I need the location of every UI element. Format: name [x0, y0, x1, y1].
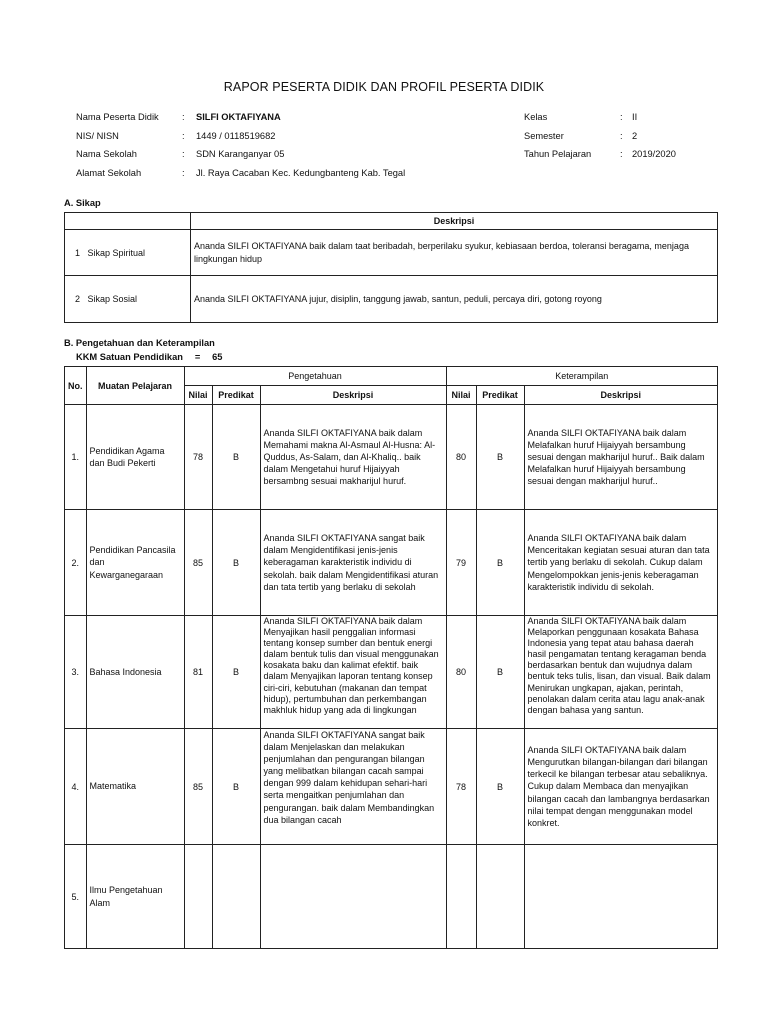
row-no: 5.	[65, 845, 87, 949]
info-label: Kelas	[524, 112, 548, 122]
row-k-deskripsi: Ananda SILFI OKTAFIYANA baik dalam Melaporkan penggunaan kosakata Bahasa Indonesia yang tepat atau bahasa daerah hasil pengamatan tentang keragaman benda berdasarkan bentuk dan wujudnya dalam bentuk teks tulis, lisan, dan visual. Baik dalam Menirukan ungkapan, ajakan, perintah, penolakan dalam cerita atau lagu anak-anak dengan bahasa yang santun.	[524, 616, 718, 729]
table-row	[65, 405, 718, 510]
row-k-nilai: 80	[446, 405, 476, 510]
year-value: 2019/2020	[632, 149, 676, 159]
header-k-nilai: Nilai	[446, 386, 476, 405]
info-row-semester	[524, 131, 676, 150]
row-p-nilai: 78	[184, 405, 212, 510]
row-p-deskripsi	[260, 845, 446, 949]
sikap-no: 2	[75, 294, 81, 304]
info-label: Semester	[524, 130, 564, 141]
row-k-deskripsi	[524, 845, 718, 949]
table-row	[65, 510, 718, 616]
row-subject: Matematika	[86, 729, 184, 845]
row-k-nilai: 78	[446, 729, 476, 845]
row-p-deskripsi: Ananda SILFI OKTAFIYANA baik dalam Menyajikan hasil penggalian informasi tentang konsep sumber dan bentuk energi dalam bentuk tulis dan visual menggunakan kosakata baku dan kalimat efektif. baik dalam Menyajikan laporan tentang konsep ciri-ciri, kebutuhan (makanan dan tempat hidup), pertumbuhan dan perkembangan makhluk hidup yang ada di lingkungan	[260, 616, 446, 729]
sikap-desc: Ananda SILFI OKTAFIYANA jujur, disiplin, tanggung jawab, santun, peduli, percaya diri, gotong royong	[191, 276, 718, 323]
row-no: 4.	[65, 729, 87, 845]
header-p-deskripsi: Deskripsi	[260, 386, 446, 405]
section-sikap-heading: A. Sikap	[64, 198, 101, 208]
row-k-nilai: 80	[446, 616, 476, 729]
row-subject: Bahasa Indonesia	[86, 616, 184, 729]
row-k-predikat: B	[476, 510, 524, 616]
row-p-deskripsi: Ananda SILFI OKTAFIYANA sangat baik dalam Menjelaskan dan melakukan penjumlahan dan pengurangan bilangan yang melibatkan bilangan cacah sampai dengan 999 dalam kehidupan sehari-hari serta mengaitkan penjumlahan dan pengurangan. baik dalam Membandingkan dua bilangan cacah	[260, 729, 446, 845]
row-subject: Pendidikan Pancasila dan Kewarganegaraan	[86, 510, 184, 616]
row-k-predikat	[476, 845, 524, 949]
sikap-row	[65, 230, 718, 276]
school-name: SDN Karanganyar 05	[196, 149, 285, 159]
row-p-predikat: B	[212, 405, 260, 510]
info-row-sekolah	[76, 149, 405, 168]
sikap-header-blank	[65, 213, 191, 230]
row-k-predikat: B	[476, 405, 524, 510]
info-colon: :	[182, 112, 185, 122]
row-p-deskripsi: Ananda SILFI OKTAFIYANA baik dalam Memahami makna Al-Asmaul Al-Husna: Al-Quddus, As-Salam, dan Al-Khaliq.. baik dalam Mengetahui huruf Hijaiyyah bersambng sesuai makharijul huruf.	[260, 405, 446, 510]
row-p-nilai: 85	[184, 729, 212, 845]
header-p-predikat: Predikat	[212, 386, 260, 405]
kkm-value: 65	[212, 352, 223, 362]
sikap-row	[65, 276, 718, 323]
info-label: NIS/ NISN	[76, 130, 119, 141]
sikap-header-deskripsi: Deskripsi	[191, 213, 718, 230]
info-label: Nama Sekolah	[76, 149, 137, 159]
row-k-nilai: 79	[446, 510, 476, 616]
row-p-predikat: B	[212, 510, 260, 616]
table-row	[65, 729, 718, 845]
row-p-nilai: 85	[184, 510, 212, 616]
info-label: Nama Peserta Didik	[76, 112, 159, 122]
sikap-name: Sikap Sosial	[87, 294, 138, 304]
info-row-alamat	[76, 168, 405, 187]
row-k-nilai	[446, 845, 476, 949]
kkm-label: KKM Satuan Pendidikan	[76, 352, 183, 362]
row-subject: Pendidikan Agama dan Budi Pekerti	[86, 405, 184, 510]
row-k-deskripsi: Ananda SILFI OKTAFIYANA baik dalam Melafalkan huruf Hijaiyyah bersambung sesuai dengan makharijul huruf.. Baik dalam Melafalkan huruf Hijaiyyah bersambung sesuai dengan makharijul huruf..	[524, 405, 718, 510]
info-label: Tahun Pelajaran	[524, 149, 592, 159]
row-no: 2.	[65, 510, 87, 616]
info-row-kelas	[524, 112, 676, 131]
row-p-nilai	[184, 845, 212, 949]
sikap-desc: Ananda SILFI OKTAFIYANA baik dalam taat beribadah, berperilaku syukur, kebiasaan berdoa, toleransi beragama, menjaga lingkungan hidup	[191, 230, 718, 276]
semester-value: 2	[632, 130, 638, 141]
row-p-predikat: B	[212, 729, 260, 845]
info-colon: :	[620, 130, 623, 141]
grades-table	[64, 366, 718, 949]
section-pengetahuan-heading: B. Pengetahuan dan Keterampilan	[64, 338, 215, 348]
row-p-predikat	[212, 845, 260, 949]
sikap-name-cell	[65, 230, 191, 276]
row-no: 1.	[65, 405, 87, 510]
table-row	[65, 616, 718, 729]
info-row-nama	[76, 112, 405, 131]
info-colon: :	[620, 149, 623, 159]
row-k-deskripsi: Ananda SILFI OKTAFIYANA baik dalam Menceritakan kegiatan sesuai aturan dan tata tertib yang berlaku di sekolah. Cukup dalam Mengelompokkan jenis-jenis keberagaman karakteristik individu di sekolah.	[524, 510, 718, 616]
sikap-table	[64, 212, 718, 323]
info-row-tahun	[524, 149, 676, 168]
page-title: RAPOR PESERTA DIDIK DAN PROFIL PESERTA DIDIK	[223, 80, 545, 94]
student-name: SILFI OKTAFIYANA	[196, 112, 281, 122]
row-p-nilai: 81	[184, 616, 212, 729]
header-muatan: Muatan Pelajaran	[86, 367, 184, 405]
header-p-nilai: Nilai	[184, 386, 212, 405]
row-subject: Ilmu Pengetahuan Alam	[86, 845, 184, 949]
header-k-deskripsi: Deskripsi	[524, 386, 718, 405]
kkm-line	[76, 352, 222, 362]
info-colon: :	[182, 167, 185, 178]
student-info-left	[76, 112, 405, 186]
sikap-name: Sikap Spiritual	[87, 247, 146, 258]
row-p-deskripsi: Ananda SILFI OKTAFIYANA sangat baik dalam Mengidentifikasi jenis-jenis keberagaman karakteristik individu di sekolah. baik dalam Mengidentifikasi aturan dan tata tertib yang berlaku di sekolah	[260, 510, 446, 616]
table-row	[65, 845, 718, 949]
school-address: Jl. Raya Cacaban Kec. Kedungbanteng Kab. Tegal	[196, 167, 406, 178]
row-k-deskripsi: Ananda SILFI OKTAFIYANA baik dalam Mengurutkan bilangan-bilangan dari bilangan terkecil ke bilangan terbesar atau sebaliknya. Cukup dalam Membaca dan menyajikan bilangan cacah dan lambangnya berdasarkan nilai tempat dengan menggunakan model konkret.	[524, 729, 718, 845]
info-colon: :	[182, 149, 185, 159]
info-row-nis	[76, 131, 405, 150]
info-colon: :	[182, 130, 185, 141]
header-pengetahuan: Pengetahuan	[184, 367, 446, 386]
row-no: 3.	[65, 616, 87, 729]
info-label: Alamat Sekolah	[76, 167, 142, 178]
student-nis: 1449 / 0118519682	[196, 130, 276, 141]
row-p-predikat: B	[212, 616, 260, 729]
header-keterampilan: Keterampilan	[446, 367, 718, 386]
sikap-name-cell	[65, 276, 191, 323]
student-info-right	[524, 112, 676, 168]
info-colon: :	[620, 112, 623, 122]
kkm-equals: =	[194, 352, 201, 362]
header-k-predikat: Predikat	[476, 386, 524, 405]
row-k-predikat: B	[476, 729, 524, 845]
header-no: No.	[65, 367, 87, 405]
row-k-predikat: B	[476, 616, 524, 729]
class-value: II	[632, 112, 638, 122]
sikap-no: 1	[75, 247, 81, 258]
